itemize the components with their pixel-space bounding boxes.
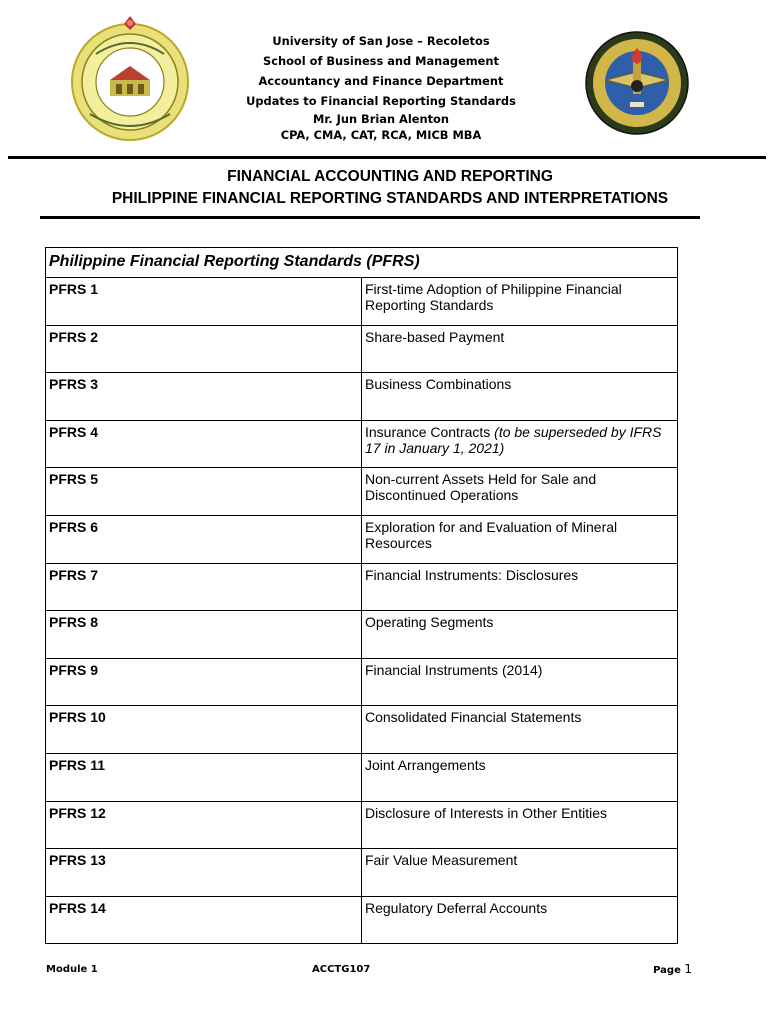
standard-code: PFRS 13 <box>46 849 362 897</box>
instructor-name: Mr. Jun Brian Alenton <box>313 112 449 126</box>
standard-code: PFRS 3 <box>46 373 362 421</box>
standard-code: PFRS 12 <box>46 801 362 849</box>
standard-code: PFRS 2 <box>46 325 362 373</box>
document-header <box>0 0 768 150</box>
standard-title: Share-based Payment <box>362 325 678 373</box>
table-heading-row <box>46 248 678 278</box>
table-row <box>46 658 678 706</box>
standard-note: (to be superseded by IFRS 17 in January 1, 2021) <box>365 423 662 456</box>
table-row <box>46 515 678 563</box>
university-seal-icon <box>66 14 194 142</box>
standard-code: PFRS 6 <box>46 515 362 563</box>
standard-title: Consolidated Financial Statements <box>362 706 678 754</box>
table-row <box>46 563 678 611</box>
standard-code: PFRS 4 <box>46 420 362 468</box>
footer-module: Module 1 <box>46 964 98 975</box>
table-heading: Philippine Financial Reporting Standards (PFRS) <box>46 248 678 278</box>
table-row <box>46 849 678 897</box>
table-row <box>46 611 678 659</box>
page-number: 1 <box>684 962 692 976</box>
title-divider <box>40 216 700 219</box>
department-name: Accountancy and Finance Department <box>258 74 504 88</box>
standard-title: First-time Adoption of Philippine Financial Reporting Standards <box>362 278 678 326</box>
department-seal-icon <box>584 30 690 136</box>
standard-title: Exploration for and Evaluation of Mineral Resources <box>362 515 678 563</box>
standard-title: Business Combinations <box>362 373 678 421</box>
standard-code: PFRS 9 <box>46 658 362 706</box>
standard-code: PFRS 1 <box>46 278 362 326</box>
standard-code: PFRS 8 <box>46 611 362 659</box>
table-row <box>46 896 678 944</box>
school-name: School of Business and Management <box>263 54 499 68</box>
footer-course-code: ACCTG107 <box>312 964 371 975</box>
page-label: Page <box>653 965 685 976</box>
table-row <box>46 278 678 326</box>
standard-title: Operating Segments <box>362 611 678 659</box>
page-footer <box>46 962 692 978</box>
standard-title: Insurance Contracts (to be superseded by IFRS 17 in January 1, 2021) <box>362 420 678 468</box>
standard-title: Financial Instruments: Disclosures <box>362 563 678 611</box>
footer-page <box>653 962 692 976</box>
main-title: FINANCIAL ACCOUNTING AND REPORTING <box>227 168 553 185</box>
standard-title: Non-current Assets Held for Sale and Discontinued Operations <box>362 468 678 516</box>
standard-code: PFRS 11 <box>46 753 362 801</box>
pfrs-table <box>45 247 678 944</box>
standard-title: Financial Instruments (2014) <box>362 658 678 706</box>
table-row <box>46 325 678 373</box>
standard-code: PFRS 5 <box>46 468 362 516</box>
standard-code: PFRS 14 <box>46 896 362 944</box>
table-row <box>46 706 678 754</box>
header-text <box>200 31 562 143</box>
standard-title: Joint Arrangements <box>362 753 678 801</box>
sub-title: PHILIPPINE FINANCIAL REPORTING STANDARDS AND INTERPRETATIONS <box>111 190 669 207</box>
university-name: University of San Jose – Recoletos <box>272 34 490 48</box>
instructor-credentials: CPA, CMA, CAT, RCA, MICB MBA <box>280 128 482 142</box>
table-row <box>46 801 678 849</box>
table-row <box>46 373 678 421</box>
standard-title: Regulatory Deferral Accounts <box>362 896 678 944</box>
standard-code: PFRS 10 <box>46 706 362 754</box>
table-row <box>46 420 678 468</box>
table-row <box>46 468 678 516</box>
standard-title: Disclosure of Interests in Other Entities <box>362 801 678 849</box>
page-titles <box>40 166 740 210</box>
table-row <box>46 753 678 801</box>
standard-code: PFRS 7 <box>46 563 362 611</box>
standard-title: Fair Value Measurement <box>362 849 678 897</box>
header-divider <box>8 156 766 159</box>
course-title: Updates to Financial Reporting Standards <box>246 94 516 108</box>
